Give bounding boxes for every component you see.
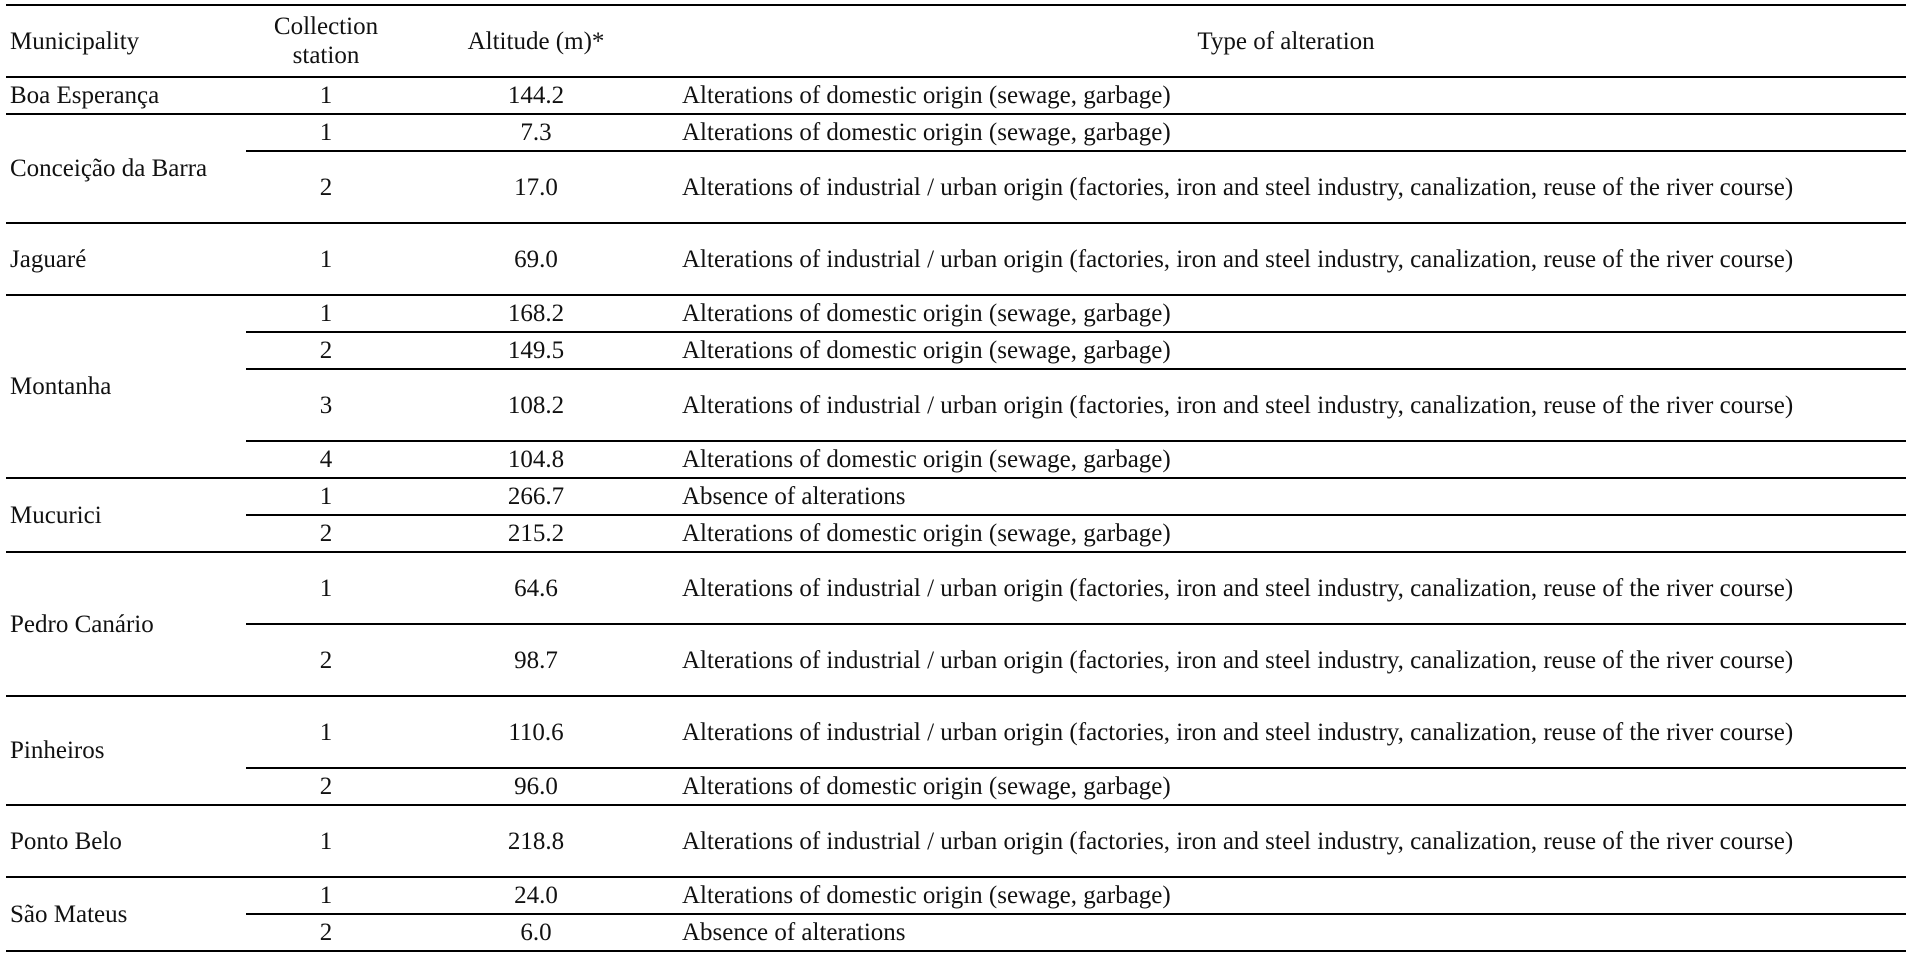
altitude-cell: 266.7 [406, 478, 666, 515]
altitude-cell: 98.7 [406, 624, 666, 696]
alteration-cell: Alterations of domestic origin (sewage, garbage) [666, 114, 1906, 151]
altitude-cell: 218.8 [406, 805, 666, 877]
municipality-cell: Conceição da Barra [6, 114, 246, 223]
altitude-cell: 6.0 [406, 914, 666, 951]
table-body [6, 77, 1906, 951]
station-cell: 1 [246, 805, 406, 877]
municipality-cell: Pinheiros [6, 696, 246, 805]
alteration-cell: Alterations of industrial / urban origin (factories, iron and steel industry, canalization, reuse of the river course) [666, 552, 1906, 624]
municipality-cell: Mucurici [6, 478, 246, 552]
table-row [6, 515, 1906, 552]
table-row [6, 295, 1906, 332]
altitude-cell: 64.6 [406, 552, 666, 624]
altitude-cell: 7.3 [406, 114, 666, 151]
table-row [6, 223, 1906, 295]
table-row [6, 77, 1906, 114]
alteration-cell: Alterations of domestic origin (sewage, garbage) [666, 877, 1906, 914]
header-row [6, 5, 1906, 77]
altitude-cell: 215.2 [406, 515, 666, 552]
altitude-cell: 149.5 [406, 332, 666, 369]
table-row [6, 478, 1906, 515]
altitude-cell: 69.0 [406, 223, 666, 295]
station-cell: 1 [246, 223, 406, 295]
altitude-cell: 24.0 [406, 877, 666, 914]
station-cell: 2 [246, 914, 406, 951]
station-cell: 2 [246, 515, 406, 552]
table-row [6, 696, 1906, 768]
header-collection-station: Collection station [246, 5, 406, 77]
header-type-of-alteration: Type of alteration [666, 5, 1906, 77]
station-cell: 1 [246, 77, 406, 114]
alteration-cell: Alterations of domestic origin (sewage, garbage) [666, 332, 1906, 369]
municipality-cell: Ponto Belo [6, 805, 246, 877]
alteration-cell: Alterations of industrial / urban origin (factories, iron and steel industry, canalization, reuse of the river course) [666, 624, 1906, 696]
station-cell: 2 [246, 151, 406, 223]
station-cell: 1 [246, 877, 406, 914]
table-header [6, 5, 1906, 77]
table-row [6, 332, 1906, 369]
station-cell: 4 [246, 441, 406, 478]
alteration-cell: Absence of alterations [666, 914, 1906, 951]
header-municipality: Municipality [6, 5, 246, 77]
municipality-cell: Montanha [6, 295, 246, 478]
alteration-cell: Alterations of domestic origin (sewage, garbage) [666, 77, 1906, 114]
table-row [6, 624, 1906, 696]
municipality-cell: São Mateus [6, 877, 246, 951]
table-row [6, 369, 1906, 441]
alteration-table [6, 4, 1906, 952]
alteration-cell: Alterations of industrial / urban origin (factories, iron and steel industry, canalization, reuse of the river course) [666, 151, 1906, 223]
header-altitude: Altitude (m)* [406, 5, 666, 77]
altitude-cell: 144.2 [406, 77, 666, 114]
municipality-cell: Pedro Canário [6, 552, 246, 696]
table-row [6, 877, 1906, 914]
altitude-cell: 17.0 [406, 151, 666, 223]
station-cell: 1 [246, 295, 406, 332]
altitude-cell: 104.8 [406, 441, 666, 478]
alteration-cell: Alterations of industrial / urban origin (factories, iron and steel industry, canalization, reuse of the river course) [666, 805, 1906, 877]
station-cell: 2 [246, 332, 406, 369]
table-row [6, 914, 1906, 951]
table-row [6, 805, 1906, 877]
alteration-cell: Alterations of domestic origin (sewage, garbage) [666, 295, 1906, 332]
alteration-cell: Alterations of domestic origin (sewage, garbage) [666, 441, 1906, 478]
table-row [6, 768, 1906, 805]
altitude-cell: 110.6 [406, 696, 666, 768]
alteration-cell: Alterations of industrial / urban origin (factories, iron and steel industry, canalization, reuse of the river course) [666, 223, 1906, 295]
station-cell: 1 [246, 552, 406, 624]
altitude-cell: 96.0 [406, 768, 666, 805]
alteration-cell: Alterations of domestic origin (sewage, garbage) [666, 515, 1906, 552]
alteration-cell: Alterations of domestic origin (sewage, garbage) [666, 768, 1906, 805]
altitude-cell: 168.2 [406, 295, 666, 332]
municipality-cell: Jaguaré [6, 223, 246, 295]
table-row [6, 441, 1906, 478]
table-row [6, 114, 1906, 151]
station-cell: 1 [246, 478, 406, 515]
station-cell: 2 [246, 624, 406, 696]
alteration-cell: Absence of alterations [666, 478, 1906, 515]
table-row [6, 552, 1906, 624]
table-row [6, 151, 1906, 223]
station-cell: 1 [246, 114, 406, 151]
station-cell: 3 [246, 369, 406, 441]
station-cell: 2 [246, 768, 406, 805]
alteration-cell: Alterations of industrial / urban origin (factories, iron and steel industry, canalization, reuse of the river course) [666, 369, 1906, 441]
municipality-cell: Boa Esperança [6, 77, 246, 114]
altitude-cell: 108.2 [406, 369, 666, 441]
alteration-cell: Alterations of industrial / urban origin (factories, iron and steel industry, canalization, reuse of the river course) [666, 696, 1906, 768]
station-cell: 1 [246, 696, 406, 768]
